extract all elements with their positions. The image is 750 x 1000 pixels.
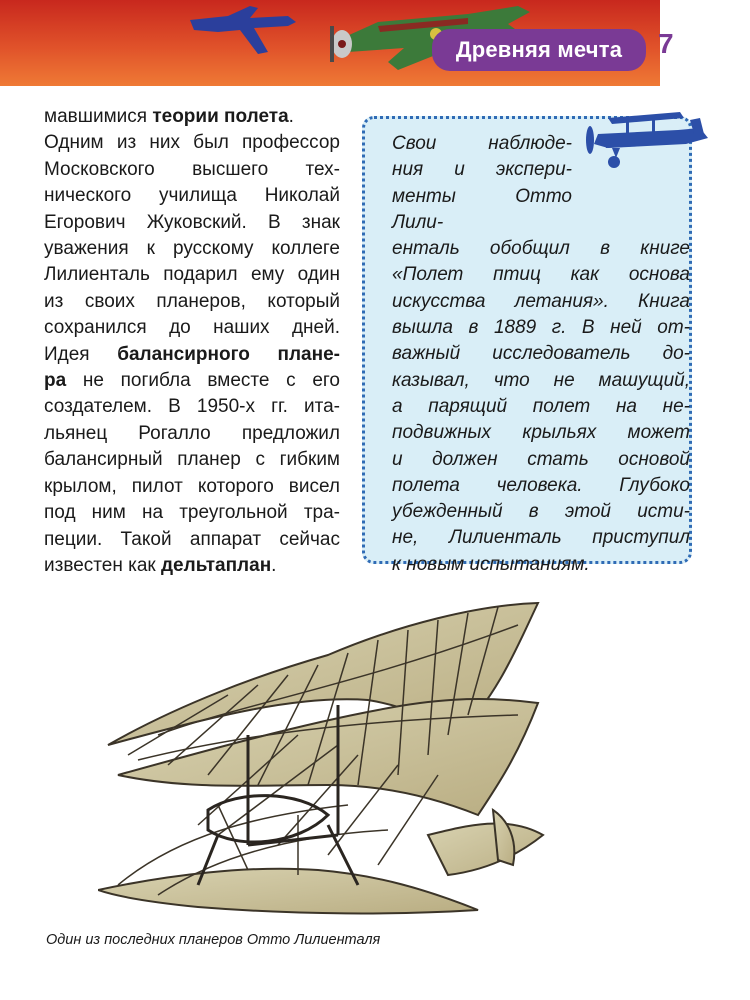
body-text-column — [44, 104, 340, 579]
section-title-badge: Древняя мечта — [432, 29, 646, 71]
note-line: к новым испытаниям. — [392, 553, 590, 575]
figure-caption: Один из последних планеров Отто Лилиенталя — [46, 932, 381, 948]
blue-fighter-plane-icon — [188, 0, 298, 58]
page-number: 7 — [658, 28, 674, 59]
text-line: ра не погибла вместе с его — [44, 370, 340, 392]
note-line: «Полет птиц как основа — [392, 264, 690, 286]
text-line: из своих планеров, который — [44, 290, 340, 312]
text-line: пеции. Такой аппарат сейчас — [44, 528, 340, 550]
note-line: полета человека. Глубоко — [392, 474, 690, 496]
text-line: Московского высшего тех- — [44, 158, 340, 180]
text-line: льянец Рогалло предложил — [44, 422, 340, 444]
header-banner — [0, 0, 660, 86]
text-line: мавшимися теории полета. — [44, 106, 294, 127]
note-line: подвижных крыльях может — [392, 422, 690, 444]
text-line: крылом, пилот которого висел — [44, 475, 340, 497]
note-line: менты Отто Лили- — [392, 185, 572, 233]
note-line: вышла в 1889 г. В ней от- — [392, 317, 690, 339]
text-line: уважения к русскому коллеге — [44, 238, 340, 260]
note-line: ния и экспери- — [392, 159, 572, 181]
text-line: создателем. В 1950-х гг. ита- — [44, 396, 340, 418]
note-line: и должен стать основой — [392, 448, 690, 470]
text-line: балансирный планер с гибким — [44, 449, 340, 471]
lilienthal-glider-illustration — [98, 585, 550, 920]
note-line: Свои наблюде- — [392, 133, 572, 154]
note-line: искусства летания». Книга — [392, 290, 690, 312]
text-line: сохранился до наших дней. — [44, 317, 340, 339]
note-line: убежденный в этой исти- — [392, 501, 690, 523]
note-line: не, Лилиенталь приступил — [392, 527, 690, 549]
note-line: енталь обобщил в книге — [392, 238, 690, 260]
note-line: казывал, что не машущий, — [392, 369, 690, 391]
text-line: Идея балансирного плане- — [44, 343, 340, 365]
info-note-text — [392, 131, 690, 578]
note-line: а парящий полет на не- — [392, 395, 690, 417]
text-line: Егорович Жуковский. В знак — [44, 211, 340, 233]
note-line: важный исследователь до- — [392, 343, 690, 365]
text-line: нического училища Николай — [44, 185, 340, 207]
text-line: известен как дельтаплан. — [44, 554, 277, 576]
text-line: Одним из них был профессор — [44, 132, 340, 154]
text-line: под ним на треугольной тра- — [44, 502, 340, 524]
text-line: Лилиенталь подарил ему один — [44, 264, 340, 286]
